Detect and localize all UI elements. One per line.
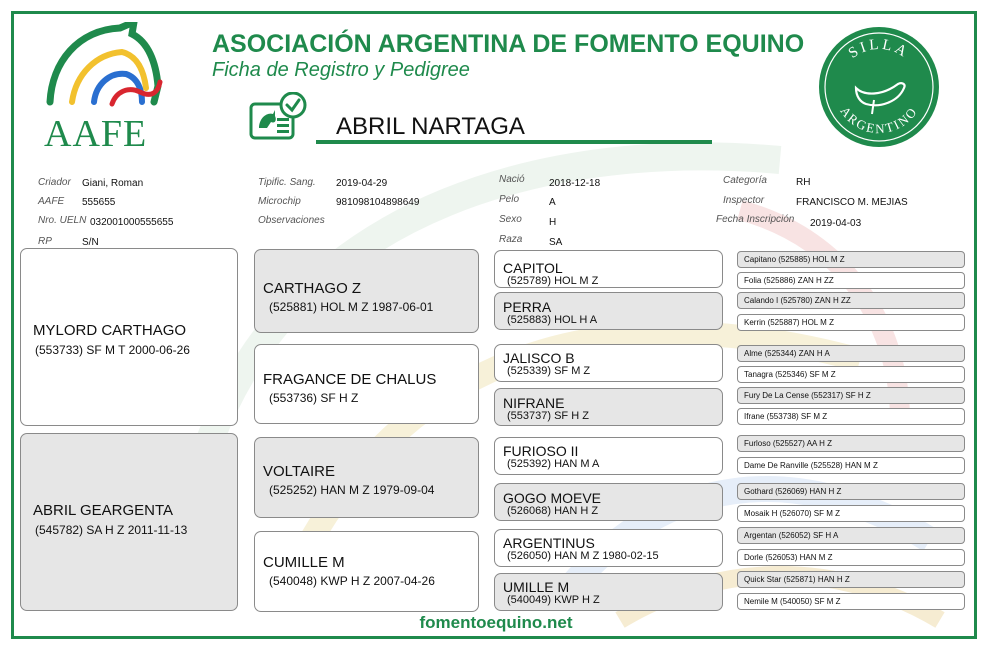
horse-name: ABRIL NARTAGA	[336, 113, 525, 140]
grandparent-name: VOLTAIRE	[263, 463, 335, 480]
microchip-label: Microchip	[258, 196, 301, 207]
gen4-box	[737, 527, 965, 544]
gen4-entry: Kerrin (525887) HOL M Z	[744, 318, 834, 327]
great-grandparent-box	[494, 344, 723, 382]
logo-text: AAFE	[44, 113, 148, 155]
great-grandparent-name: ARGENTINUS	[503, 535, 595, 551]
grandparent-name: CARTHAGO Z	[263, 280, 362, 297]
criador-label: Criador	[38, 177, 71, 188]
great-grandparent-info: (525339) SF M Z	[507, 365, 591, 377]
gen4-entry: Quick Star (525871) HAN H Z	[744, 575, 850, 584]
great-grandparent-box	[494, 388, 723, 426]
observaciones-label: Observaciones	[258, 215, 325, 226]
grandparent-box	[254, 437, 479, 518]
aafe-value: 555655	[82, 197, 116, 208]
gen4-entry: Dame De Ranville (525528) HAN M Z	[744, 461, 878, 470]
grandparent-info: (553736) SF H Z	[269, 391, 359, 405]
criador-value: Giani, Roman	[82, 178, 144, 189]
rp-value: S/N	[82, 237, 99, 248]
gen4-box	[737, 483, 965, 500]
raza-label: Raza	[499, 234, 523, 245]
gen4-entry: Gothard (526069) HAN H Z	[744, 487, 842, 496]
footer-website: fomentoequino.net	[419, 613, 573, 632]
registration-card-icon	[249, 92, 307, 142]
fecha-inscripcion-label: Fecha Inscripción	[716, 214, 795, 225]
sexo-label: Sexo	[499, 214, 522, 225]
great-grandparent-info: (526068) HAN H Z	[507, 505, 599, 517]
grandparent-info: (525252) HAN M Z 1979-09-04	[269, 483, 435, 497]
gen4-entry: Dorle (526053) HAN M Z	[744, 553, 833, 562]
gen4-box	[737, 345, 965, 362]
gen4-box	[737, 435, 965, 452]
sexo-value: H	[549, 217, 557, 228]
categoria-value: RH	[796, 177, 811, 188]
great-grandparent-info: (540049) KWP H Z	[507, 594, 600, 606]
pelo-label: Pelo	[499, 194, 520, 205]
great-grandparent-box	[494, 250, 723, 288]
great-grandparent-name: UMILLE M	[503, 579, 570, 595]
gen4-box	[737, 505, 965, 522]
inspector-value: FRANCISCO M. MEJIAS	[796, 197, 908, 208]
nacio-label: Nació	[499, 174, 525, 185]
great-grandparent-info: (526050) HAN M Z 1980-02-15	[507, 550, 659, 562]
gen4-box	[737, 272, 965, 289]
sire-info: (553733) SF M T 2000-06-26	[35, 343, 190, 357]
seal-top-text: SILLA	[845, 36, 912, 62]
gen4-entry: Mosaik H (526070) SF M Z	[744, 509, 841, 518]
microchip-value: 981098104898649	[336, 197, 420, 208]
great-grandparent-name: GOGO MOEVE	[503, 490, 602, 506]
categoria-label: Categoría	[723, 175, 767, 186]
gen4-box	[737, 408, 965, 425]
great-grandparent-name: FURIOSO II	[503, 443, 579, 459]
grandparent-box	[254, 531, 479, 612]
tipific-label: Tipific. Sang.	[258, 177, 316, 188]
great-grandparent-box	[494, 573, 723, 611]
gen4-entry: Argentan (526052) SF H A	[744, 531, 839, 540]
great-grandparent-name: CAPITOL	[503, 260, 563, 276]
gen4-box	[737, 314, 965, 331]
grandparent-box	[254, 344, 479, 424]
gen4-entry: Fury De La Cense (552317) SF H Z	[744, 391, 871, 400]
gen4-box	[737, 251, 965, 268]
great-grandparent-name: PERRA	[503, 299, 552, 315]
seal-bottom-text: ARGENTINO	[837, 103, 921, 137]
great-grandparent-box	[494, 292, 723, 330]
great-grandparent-name: NIFRANE	[503, 395, 565, 411]
great-grandparent-info: (525883) HOL H A	[507, 314, 598, 326]
gen4-box	[737, 457, 965, 474]
gen4-box	[737, 593, 965, 610]
gen4-box	[737, 366, 965, 383]
gen4-entry: Calando I (525780) ZAN H ZZ	[744, 296, 851, 305]
grandparent-name: FRAGANCE DE CHALUS	[263, 371, 437, 388]
dam-name: ABRIL GEARGENTA	[33, 502, 174, 519]
gen4-entry: Furloso (525527) AA H Z	[744, 439, 833, 448]
grandparent-info: (525881) HOL M Z 1987-06-01	[269, 300, 434, 314]
great-grandparent-info: (553737) SF H Z	[507, 410, 589, 422]
sire-box	[20, 248, 238, 426]
grandparent-box	[254, 249, 479, 333]
great-grandparent-box	[494, 483, 723, 521]
gen4-box	[737, 571, 965, 588]
gen4-entry: Capitano (525885) HOL M Z	[744, 255, 845, 264]
gen4-entry: Tanagra (525346) SF M Z	[744, 370, 836, 379]
aafe-label: AAFE	[38, 196, 65, 207]
ueln-value: 032001000555655	[90, 217, 174, 228]
rp-label: RP	[38, 236, 52, 247]
gen4-box	[737, 549, 965, 566]
gen4-entry: Nemile M (540050) SF M Z	[744, 597, 841, 606]
grandparent-info: (540048) KWP H Z 2007-04-26	[269, 574, 435, 588]
nacio-value: 2018-12-18	[549, 178, 601, 189]
great-grandparent-info: (525789) HOL M Z	[507, 275, 599, 287]
inspector-label: Inspector	[723, 195, 765, 206]
great-grandparent-info: (525392) HAN M A	[507, 458, 600, 470]
great-grandparent-name: JALISCO B	[503, 350, 575, 366]
fecha-inscripcion-value: 2019-04-03	[810, 218, 862, 229]
gen4-box	[737, 292, 965, 309]
org-title: ASOCIACIÓN ARGENTINA DE FOMENTO EQUINO	[212, 30, 805, 58]
horse-name-underline	[316, 140, 712, 144]
gen4-entry: Alme (525344) ZAN H A	[744, 349, 830, 358]
silla-argentino-seal-icon	[818, 26, 940, 148]
great-grandparent-box	[494, 437, 723, 475]
sire-name: MYLORD CARTHAGO	[33, 322, 187, 339]
ueln-label: Nro. UELN	[38, 215, 87, 226]
great-grandparent-box	[494, 529, 723, 567]
grandparent-name: CUMILLE M	[263, 554, 345, 571]
document-subtitle: Ficha de Registro y Pedigree	[212, 59, 470, 81]
raza-value: SA	[549, 237, 563, 248]
tipific-value: 2019-04-29	[336, 178, 388, 189]
pelo-value: A	[549, 197, 556, 208]
gen4-entry: Folia (525886) ZAN H ZZ	[744, 276, 834, 285]
dam-info: (545782) SA H Z 2011-11-13	[35, 523, 188, 537]
gen4-box	[737, 387, 965, 404]
gen4-entry: Ifrane (553738) SF M Z	[744, 412, 828, 421]
dam-box	[20, 433, 238, 611]
